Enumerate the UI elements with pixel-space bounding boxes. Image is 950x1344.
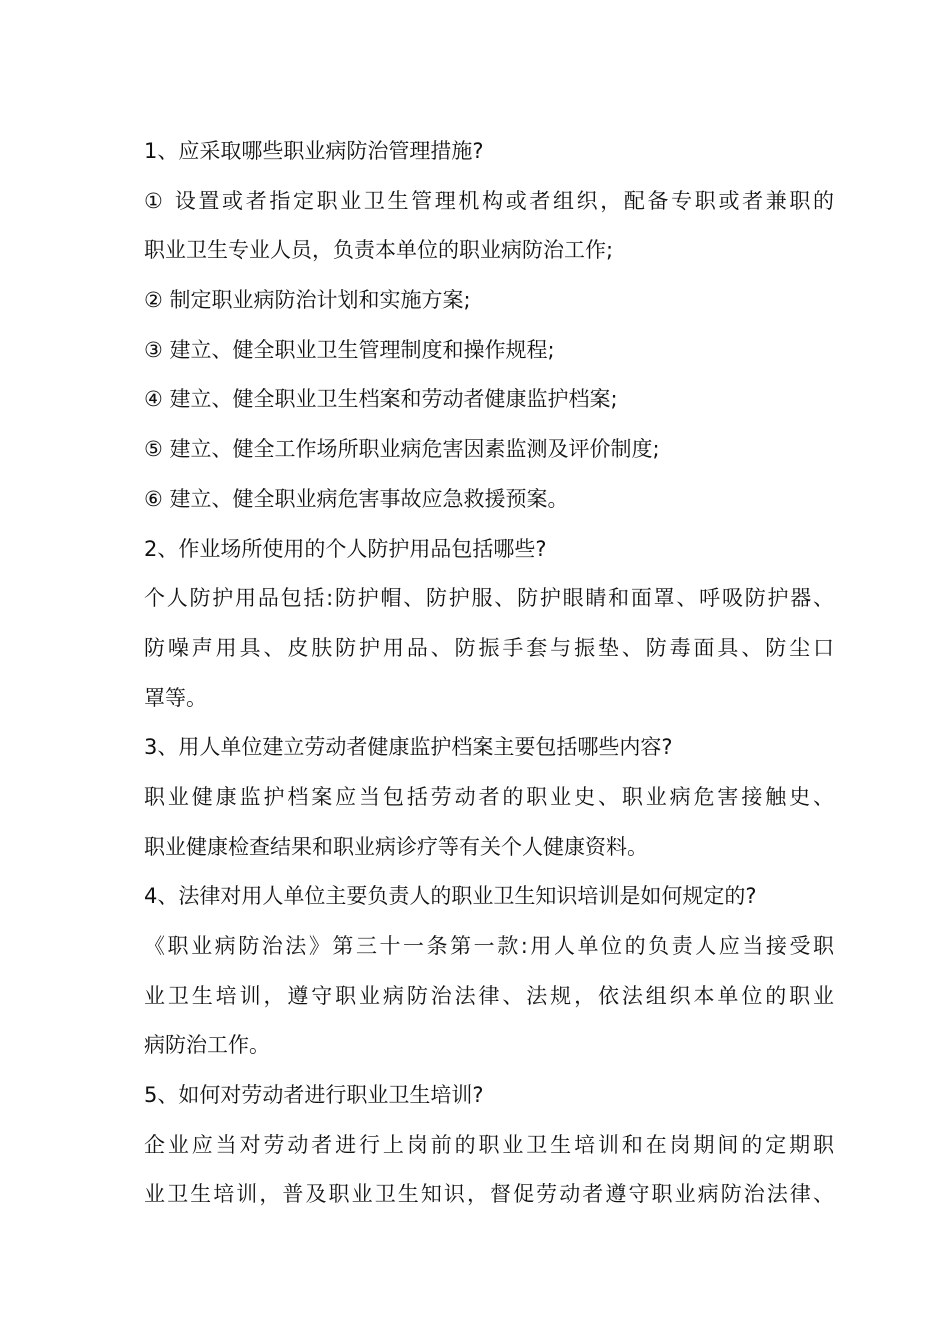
answer-3-line-2: 职业健康检查结果和职业病诊疗等有关个人健康资料。 bbox=[144, 834, 648, 859]
question-4-heading: 4、法律对用人单位主要负责人的职业卫生知识培训是如何规定的? bbox=[144, 884, 757, 909]
answer-4-line-3: 病防治工作。 bbox=[144, 1033, 270, 1058]
answer-1-item-4: ④ 建立、健全职业卫生档案和劳动者健康监护档案; bbox=[144, 387, 618, 412]
answer-5-line-2: 业卫生培训，普及职业卫生知识，督促劳动者遵守职业病防治法律、 bbox=[144, 1182, 834, 1207]
answer-2-line-1: 个人防护用品包括:防护帽、防护服、防护眼睛和面罩、呼吸防护器、 bbox=[144, 586, 834, 611]
answer-1-item-2: ② 制定职业病防治计划和实施方案; bbox=[144, 288, 471, 313]
answer-2-line-2: 防噪声用具、皮肤防护用品、防振手套与振垫、防毒面具、防尘口 bbox=[144, 635, 834, 660]
question-5-heading: 5、如何对劳动者进行职业卫生培训? bbox=[144, 1083, 484, 1108]
question-2-heading: 2、作业场所使用的个人防护用品包括哪些? bbox=[144, 536, 547, 561]
answer-1-item-3: ③ 建立、健全职业卫生管理制度和操作规程; bbox=[144, 337, 555, 362]
answer-5-line-1: 企业应当对劳动者进行上岗前的职业卫生培训和在岗期间的定期职 bbox=[144, 1132, 834, 1157]
answer-4-line-2: 业卫生培训，遵守职业病防治法律、法规，依法组织本单位的职业 bbox=[144, 983, 834, 1008]
answer-1-item-1-line-1: ① 设置或者指定职业卫生管理机构或者组织，配备专职或者兼职的 bbox=[144, 188, 834, 213]
question-3-heading: 3、用人单位建立劳动者健康监护档案主要包括哪些内容? bbox=[144, 735, 673, 760]
answer-4-line-1: 《职业病防治法》第三十一条第一款:用人单位的负责人应当接受职 bbox=[144, 934, 834, 958]
answer-2-line-3: 罩等。 bbox=[144, 685, 207, 710]
answer-1-item-1-line-2: 职业卫生专业人员，负责本单位的职业病防治工作; bbox=[144, 238, 614, 263]
document-body bbox=[144, 128, 834, 1221]
answer-1-item-6: ⑥ 建立、健全职业病危害事故应急救援预案。 bbox=[144, 486, 569, 511]
answer-1-item-5: ⑤ 建立、健全工作场所职业病危害因素监测及评价制度; bbox=[144, 437, 660, 462]
answer-3-line-1: 职业健康监护档案应当包括劳动者的职业史、职业病危害接触史、 bbox=[144, 784, 834, 809]
question-1-heading: 1、应采取哪些职业病防治管理措施? bbox=[144, 139, 484, 163]
